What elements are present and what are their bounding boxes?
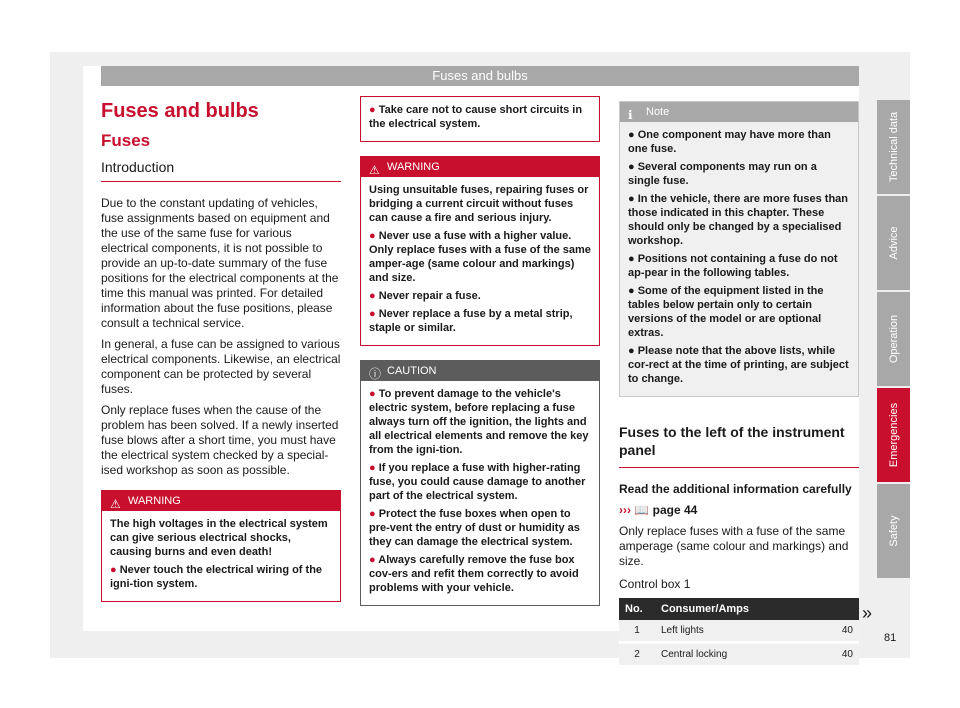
note-bullet: ● One component may have more than one fuse. bbox=[628, 129, 831, 155]
paragraph: Only replace fuses when the cause of the problem has been solved. If a newly inserted fuse blows after a short time, you must have the electrical system checked by a special-ised workshop as soon as possible. bbox=[101, 403, 339, 477]
column-header: Consumer/Amps bbox=[655, 598, 859, 620]
warning-label: WARNING bbox=[387, 161, 440, 173]
read-info-text: Read the additional information carefully bbox=[619, 482, 852, 496]
note-bullet: ● Some of the equipment listed in the tables below pertain only to certain versions of the model or are optional extras. bbox=[628, 285, 824, 339]
caution-bullet: ● To prevent damage to the vehicle's electric system, before replacing a fuse always turn off the ignition, the lights and all electrical elements and remove the key from the igni-tion. bbox=[369, 388, 589, 456]
table-row: 2 Central locking 40 bbox=[619, 643, 859, 667]
warning-bullet: ● Never touch the electrical wiring of the igni-tion system. bbox=[110, 564, 323, 590]
caution-bullet: ● Protect the fuse boxes when open to pre-vent the entry of dust or humidity as they can damage the electrical system. bbox=[369, 508, 580, 548]
warning-icon: ⚠ bbox=[369, 163, 380, 177]
page-reference[interactable] bbox=[619, 503, 859, 518]
caution-icon: ⓘ bbox=[369, 367, 382, 381]
warning-box bbox=[360, 156, 600, 346]
section-heading: Fuses to the left of the instrument panel bbox=[619, 423, 859, 468]
note-bullet: ● Please note that the above lists, while cor-rect at the time of printing, are subject to change. bbox=[628, 345, 849, 385]
note-bullet: ● In the vehicle, there are more fuses than those indicated in this chapter. These should only be changed by a specialised workshop. bbox=[628, 193, 848, 247]
info-icon: ℹ bbox=[628, 108, 633, 122]
page-number: 81 bbox=[884, 632, 897, 644]
section-title: Fuses bbox=[101, 131, 151, 150]
caution-box bbox=[360, 360, 600, 606]
warning-bullet: ● Take care not to cause short circuits in the electrical system. bbox=[369, 104, 583, 130]
column-3 bbox=[619, 101, 859, 668]
warning-text: Using unsuitable fuses, repairing fuses or bridging a current circuit without fuses can cause a fire and serious injury. bbox=[369, 184, 589, 224]
tab-advice[interactable]: Advice bbox=[877, 196, 910, 290]
note-box bbox=[619, 101, 859, 397]
note-bullet: ● Several components may run on a single fuse. bbox=[628, 161, 817, 187]
book-icon: 📖 bbox=[634, 503, 650, 517]
warning-text: The high voltages in the electrical system can give serious electrical shocks, causing burns and even death! bbox=[110, 518, 328, 558]
page-header: Fuses and bulbs bbox=[101, 66, 859, 86]
warning-icon: ⚠ bbox=[110, 497, 121, 511]
warning-label: WARNING bbox=[128, 495, 181, 507]
warning-box bbox=[101, 490, 341, 602]
note-label: Note bbox=[646, 106, 670, 118]
page-reference-link[interactable]: page 44 bbox=[652, 503, 698, 517]
table-header-row bbox=[619, 598, 859, 620]
warning-bullet: ● Never repair a fuse. bbox=[369, 290, 481, 302]
paragraph: In general, a fuse can be assigned to various electrical components. Likewise, an electrical component can be protected by several fuses. bbox=[101, 337, 341, 396]
paragraph: Due to the constant updating of vehicles, fuse assignments based on equipment and the use of the same fuse for various electrical components, it is not possible to provide an up-to-date summary of the fuse positions for the electrical components at the time this manual was printed. For detailed information about the fuse positions, please consult a technical service. bbox=[101, 196, 339, 330]
continue-mark: » bbox=[862, 603, 873, 623]
table-caption: Control box 1 bbox=[619, 577, 691, 591]
caution-bullet: ● If you replace a fuse with higher-rating fuse, you could cause damage to another part of the electrical system. bbox=[369, 462, 586, 502]
table-row: 1 Left lights 40 bbox=[619, 620, 859, 643]
caution-label: CAUTION bbox=[387, 365, 437, 377]
column-header: No. bbox=[619, 598, 655, 620]
tab-safety[interactable]: Safety bbox=[877, 484, 910, 578]
caution-bullet: ● Always carefully remove the fuse box cov-ers and refit them correctly to avoid problems with your vehicle. bbox=[369, 554, 579, 594]
warning-bullet: ● Never use a fuse with a higher value. Only replace fuses with a fuse of the same amper-age (same colour and markings) and size. bbox=[369, 230, 591, 284]
tab-technical-data[interactable]: Technical data bbox=[877, 100, 910, 194]
chapter-title: Fuses and bulbs bbox=[101, 100, 259, 122]
fuse-table bbox=[619, 598, 859, 668]
column-2 bbox=[360, 96, 600, 618]
subsection-title: Introduction bbox=[101, 159, 341, 182]
warning-bullet: ● Never replace a fuse by a metal strip, staple or similar. bbox=[369, 308, 573, 334]
note-bullet: ● Positions not containing a fuse do not ap-pear in the following tables. bbox=[628, 253, 838, 279]
column-1 bbox=[101, 96, 341, 614]
side-tabs bbox=[877, 100, 910, 580]
arrows-icon: ››› bbox=[619, 503, 631, 517]
tab-emergencies[interactable]: Emergencies bbox=[877, 388, 910, 482]
paragraph: Only replace fuses with a fuse of the same amperage (same colour and markings) and size. bbox=[619, 524, 849, 568]
warning-continuation-box bbox=[360, 96, 600, 142]
tab-operation[interactable]: Operation bbox=[877, 292, 910, 386]
